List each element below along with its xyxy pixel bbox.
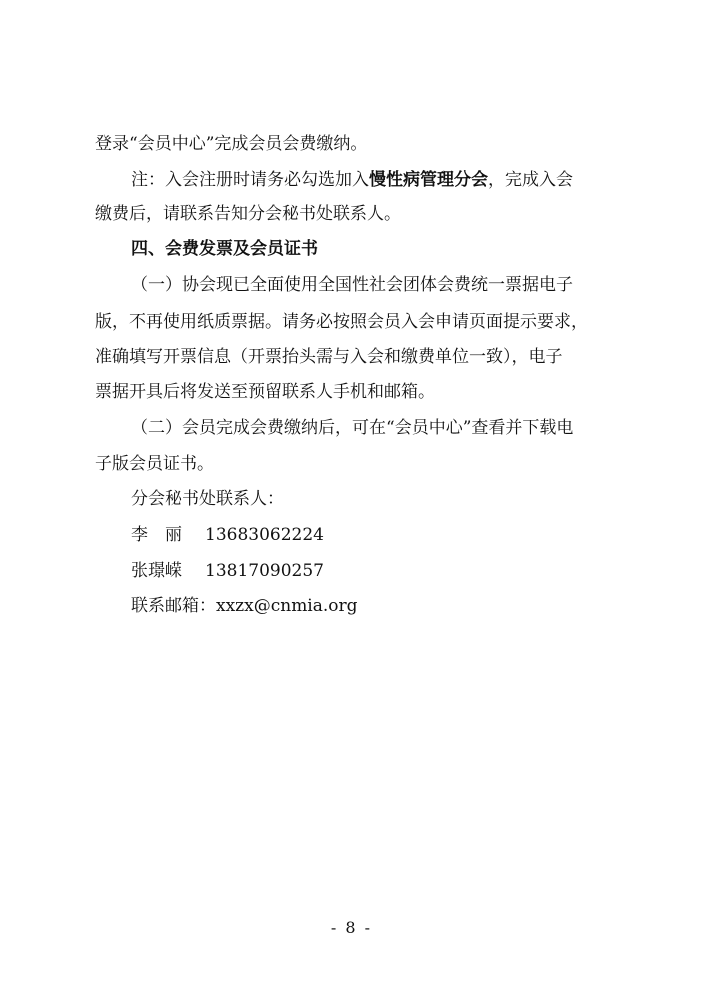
- item1-line: 准确填写开票信息（开票抬头需与入会和缴费单位一致），电子: [95, 347, 563, 367]
- text: 登录“会员中心”完成会员会费缴纳。: [95, 134, 368, 154]
- email-address: xxzx@cnmia.org: [216, 596, 358, 616]
- contact-row: [131, 523, 324, 547]
- item2-line: （二）会员完成会费缴纳后，可在“会员中心”查看并下载电: [131, 418, 574, 438]
- item1-line: 票据开具后将发送至预留联系人手机和邮箱。: [95, 382, 435, 402]
- contact-name: 张璟嵘: [131, 561, 182, 581]
- note-line: [131, 168, 573, 192]
- note-bold-branch: 慢性病管理分会: [369, 170, 488, 190]
- note-line-2: [95, 202, 401, 226]
- page-number: - 8 -: [330, 918, 373, 937]
- contact-name: 李 丽: [131, 525, 182, 545]
- paragraph-line: [95, 132, 367, 156]
- note-prefix: 注：入会注册时请务必勾选加入: [131, 170, 369, 190]
- email-row: [131, 594, 358, 618]
- section-heading: 四、会费发票及会员证书: [131, 239, 318, 259]
- text: 缴费后，请联系告知分会秘书处联系人。: [95, 204, 401, 224]
- item1-line: （一）协会现已全面使用全国性社会团体会费统一票据电子: [131, 275, 573, 295]
- item1-line: 版，不再使用纸质票据。请务必按照会员入会申请页面提示要求，: [95, 312, 588, 332]
- contact-phone: 13683062224: [205, 525, 324, 545]
- contact-row: [131, 559, 324, 583]
- email-label: 联系邮箱：: [131, 596, 216, 616]
- note-suffix: ，完成入会: [488, 170, 573, 190]
- item2-line: 子版会员证书。: [95, 454, 214, 474]
- contacts-label: 分会秘书处联系人：: [131, 489, 284, 509]
- contact-phone: 13817090257: [205, 561, 324, 581]
